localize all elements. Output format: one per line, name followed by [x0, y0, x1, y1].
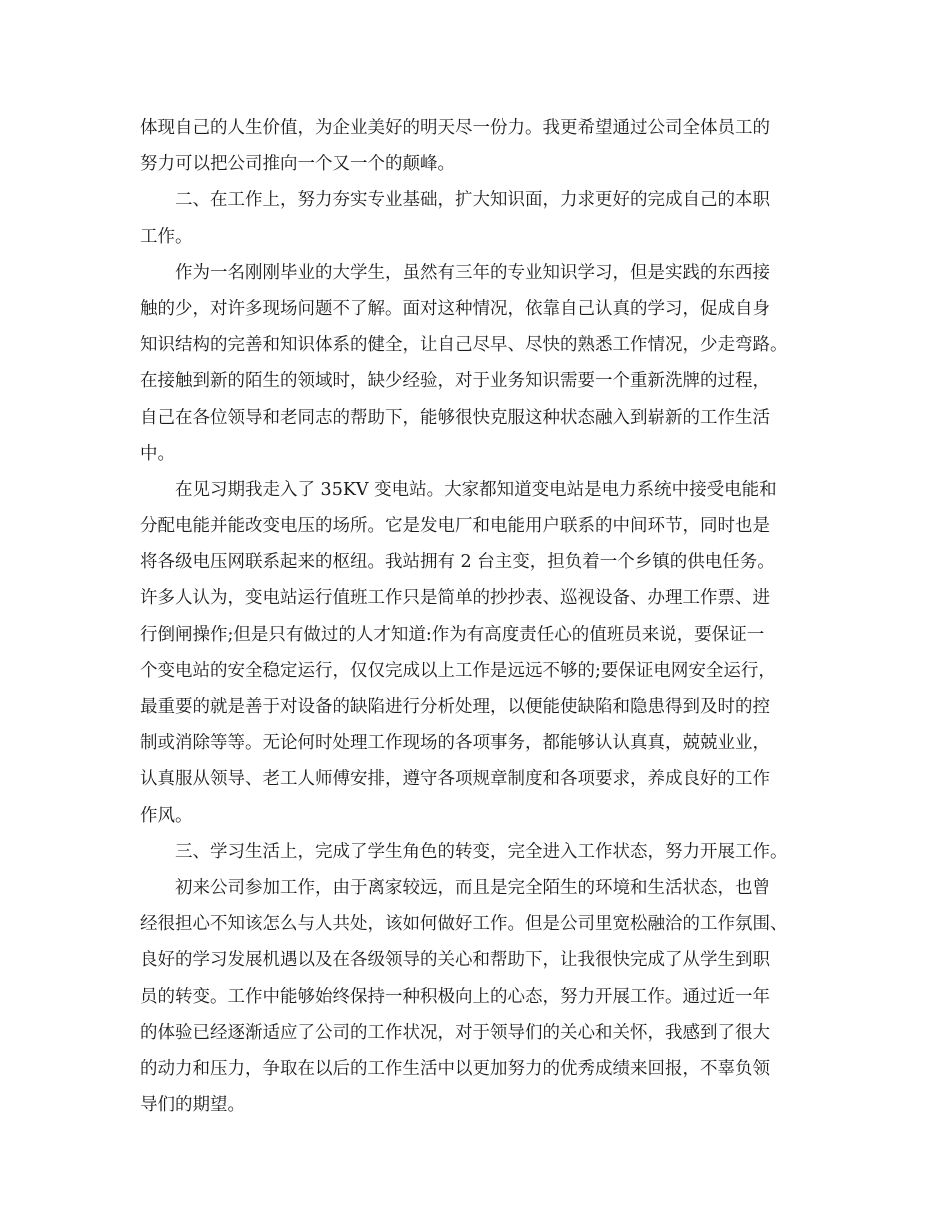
paragraph — [140, 834, 816, 870]
text-line: 自己在各位领导和老同志的帮助下，能够很快克服这种状态融入到崭新的工作生活 — [140, 407, 770, 428]
text-line: 努力可以把公司推向一个又一个的颠峰。 — [140, 154, 455, 175]
text-line: 认真服从领导、老工人师傅安排，遵守各项规章制度和各项要求，养成良好的工作 — [140, 769, 770, 790]
text-line: 在接触到新的陌生的领域时，缺少经验，对于业务知识需要一个重新洗牌的过程， — [140, 371, 770, 392]
text-line: 在见习期我走入了 35KV 变电站。大家都知道变电站是电力系统中接受电能和 — [175, 479, 777, 500]
text-line: 作为一名刚刚毕业的大学生，虽然有三年的专业知识学习，但是实践的东西接 — [175, 262, 770, 283]
text-line: 体现自己的人生价值，为企业美好的明天尽一份力。我更希望通过公司全体员工的 — [140, 118, 770, 138]
text-line: 制或消除等等。无论何时处理工作现场的各项事务，都能够认认真真，兢兢业业， — [140, 733, 770, 754]
text-line: 的体验已经逐渐适应了公司的工作状况，对于领导们的关心和关怀，我感到了很大 — [140, 1022, 770, 1043]
text-line: 初来公司参加工作，由于离家较远，而且是完全陌生的环境和生活状态，也曾 — [175, 877, 770, 898]
document-body — [140, 110, 816, 1123]
text-line: 中。 — [140, 443, 175, 464]
text-line: 许多人认为，变电站运行值班工作只是简单的抄抄表、巡视设备、办理工作票、进 — [140, 588, 770, 609]
text-line: 导们的期望。 — [140, 1095, 245, 1116]
text-line: 分配电能并能改变电压的场所。它是发电厂和电能用户联系的中间环节，同时也是 — [140, 516, 770, 537]
text-line: 员的转变。工作中能够始终保持一种积极向上的心态，努力开展工作。通过近一年 — [140, 986, 770, 1007]
paragraph — [140, 182, 816, 254]
text-line: 良好的学习发展机遇以及在各级领导的关心和帮助下，让我很快完成了从学生到职 — [140, 950, 770, 971]
text-line: 个变电站的安全稳定运行，仅仅完成以上工作是远远不够的;要保证电网安全运行， — [140, 660, 776, 681]
text-line: 行倒闸操作;但是只有做过的人才知道:作为有高度责任心的值班员来说，要保证一 — [140, 624, 765, 645]
paragraph — [140, 110, 816, 182]
text-line: 触的少，对许多现场问题不了解。面对这种情况，依靠自己认真的学习，促成自身 — [140, 298, 770, 319]
text-line: 作风。 — [140, 805, 193, 826]
paragraph — [140, 870, 816, 1123]
text-line: 的动力和压力，争取在以后的工作生活中以更加努力的优秀成绩来回报，不辜负领 — [140, 1058, 770, 1079]
text-line: 二、在工作上，努力夯实专业基础，扩大知识面，力求更好的完成自己的本职 — [175, 190, 770, 211]
text-line: 知识结构的完善和知识体系的健全，让自己尽早、尽快的熟悉工作情况，少走弯路。 — [140, 335, 788, 356]
paragraph — [140, 255, 816, 472]
text-line: 工作。 — [140, 226, 193, 247]
text-line: 将各级电压网联系起来的枢纽。我站拥有 2 台主变，担负着一个乡镇的供电任务。 — [140, 552, 775, 573]
paragraph — [140, 472, 816, 834]
text-line: 最重要的就是善于对设备的缺陷进行分析处理，以便能使缺陷和隐患得到及时的控 — [140, 697, 770, 717]
text-line: 三、学习生活上，完成了学生角色的转变，完全进入工作状态，努力开展工作。 — [175, 841, 788, 862]
text-line: 经很担心不知该怎么与人共处，该如何做好工作。但是公司里宽松融洽的工作氛围、 — [140, 914, 788, 935]
